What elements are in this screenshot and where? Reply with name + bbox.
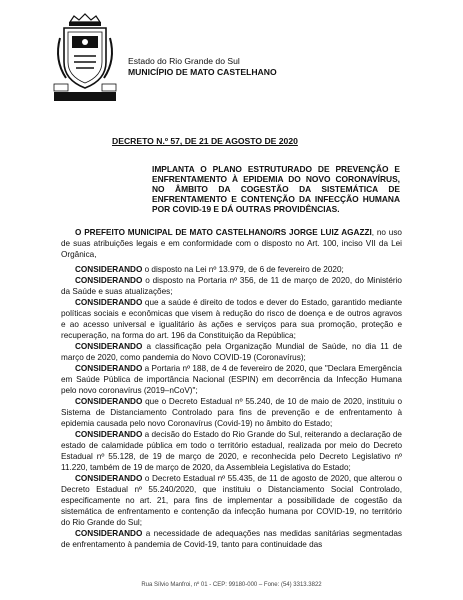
considerando-paragraph	[61, 396, 402, 429]
municipal-crest-icon	[52, 12, 118, 104]
considerando-text: a Portaria nº 188, de 4 de fevereiro de 2020, que "Declara Emergência em Saúde Pública de importância Nacional (ESPIN) em decorrência da Infecção Humana pelo novo coronavírus (2019–nCoV)";	[61, 364, 402, 395]
considerando-text: o disposto na Portaria nº 356, de 11 de março de 2020, do Ministério da Saúde e suas atualizações;	[61, 276, 402, 296]
considerando-lead: CONSIDERANDO	[75, 430, 143, 439]
considerando-text: que a saúde é direito de todos e dever do Estado, garantido mediante políticas sociais e econômicas que visem à redução do risco de doença e de outros agravos e ao acesso universal e igualitário às ações e serviços para sua promoção, proteção e recuperação, na forma do art. 196 da Constituição da República;	[61, 298, 402, 340]
considerando-paragraph	[61, 297, 402, 341]
considerando-paragraph	[61, 429, 402, 473]
considerando-lead: CONSIDERANDO	[75, 397, 143, 406]
intro-text: uso de suas atribuições legais e em conformidade com o disposto no Art. 100, inciso VII da Lei Orgânica,	[61, 228, 402, 259]
considerando-text: o disposto na Lei nº 13.979, de 6 de fevereiro de 2020;	[142, 265, 344, 274]
footer-address: Rua Sílvio Manfroi, nº 01 - CEP: 99180-000 – Fone: (54) 3313.3822	[141, 582, 322, 588]
considerando-text: que o Decreto Estadual nº 55.240, de 10 de maio de 2020, instituiu o Sistema de Distanciamento Controlado para fins de prevenção e de enfrentamento à epidemia causada pelo novo Coronavírus (Covid-19) no âmbito do Estado;	[61, 397, 402, 428]
intro-lead-tail: , no	[371, 228, 386, 237]
municipality-name: MUNICÍPIO DE MATO CASTELHANO	[128, 67, 277, 77]
decree-body	[61, 227, 402, 550]
considerando-lead: CONSIDERANDO	[75, 276, 143, 285]
considerando-lead: CONSIDERANDO	[75, 342, 143, 351]
considerando-paragraph	[61, 473, 402, 528]
considerando-paragraph	[61, 528, 402, 550]
considerando-lead: CONSIDERANDO	[75, 364, 143, 373]
considerando-text: a necessidade de adequações nas medidas sanitárias segmentadas de enfrentamento à pandemia de Covid-19, tanto para continuidade das	[61, 529, 402, 549]
considerando-lead: CONSIDERANDO	[75, 474, 143, 483]
decree-title: DECRETO N.º 57, DE 21 DE AGOSTO DE 2020	[112, 136, 298, 146]
considerando-text: a decisão do Estado do Rio Grande do Sul, reiterando a declaração de estado de calamidade pública em todo o território estadual, realizada por meio do Decreto Estadual nº 55.128, de 19 de março de 2020, e reconhecida pelo Decreto Legislativo nº 11.220, também de 19 de março de 2020, da Assembleia Legislativa do Estado;	[61, 430, 402, 472]
considerandos-list	[61, 264, 402, 550]
state-name: Estado do Rio Grande do Sul	[128, 56, 240, 66]
intro-paragraph	[61, 227, 402, 260]
considerando-text: a classificação pela Organização Mundial de Saúde, no dia 11 de março de 2020, como pandemia do Novo COVID-19 (Coronavírus);	[61, 342, 402, 362]
considerando-lead: CONSIDERANDO	[75, 529, 143, 538]
considerando-lead: CONSIDERANDO	[75, 298, 143, 307]
considerando-paragraph	[61, 363, 402, 396]
letterhead	[128, 56, 277, 78]
considerando-paragraph	[61, 264, 402, 275]
considerando-paragraph	[61, 275, 402, 297]
considerando-text: o Decreto Estadual nº 55.435, de 11 de agosto de 2020, que alterou o Decreto Estadual nº 55.240/2020, que instituiu o Distanciamento Social Controlado, especificamente no art. 21, para fins de implementar a possibilidade de cogestão da sistemática de enfrentamento e contenção da infecção humana por COVID-19, no território do Rio Grande do Sul;	[61, 474, 402, 527]
intro-lead: O PREFEITO MUNICIPAL DE MATO CASTELHANO/RS JORGE LUIZ AGAZZI	[75, 228, 372, 237]
considerando-paragraph	[61, 341, 402, 363]
decree-ementa: IMPLANTA O PLANO ESTRUTURADO DE PREVENÇÃO E ENFRENTAMENTO À EPIDEMIA DO NOVO CORONAVÍRUS, NO ÂMBITO DA COGESTÃO DA SISTEMÁTICA DE ENFRENTAMENTO E CONTENÇÃO DA INFECÇÃO HUMANA POR COVID-19 E DÁ OUTRAS PROVIDÊNCIAS.	[152, 164, 400, 214]
considerando-lead: CONSIDERANDO	[75, 265, 143, 274]
